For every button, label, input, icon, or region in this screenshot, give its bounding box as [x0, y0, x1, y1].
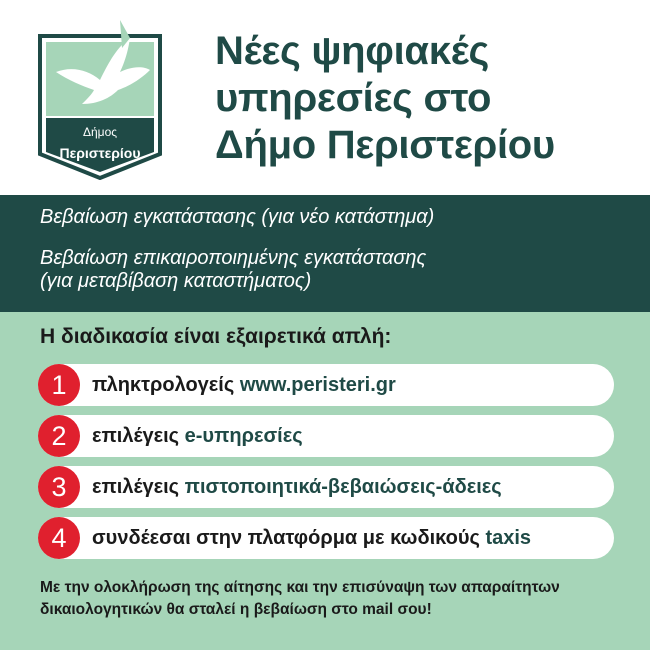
step-2: [38, 415, 614, 457]
step-number-badge: 2: [38, 415, 80, 457]
step-highlight: e-υπηρεσίες: [184, 425, 303, 447]
municipality-logo: [38, 14, 162, 180]
step-instruction: πληκτρολογείς: [92, 374, 240, 396]
footer-text: Με την ολοκλήρωση της αίτησης και την επισύναψη των απαραίτητων δικαιολογητικών θα σταλεί η: [40, 579, 560, 618]
step-highlight: πιστοποιητικά-βεβαιώσεις-άδειες: [184, 476, 502, 498]
step-instruction: επιλέγεις: [92, 476, 185, 498]
step-1: [38, 364, 614, 406]
title-line-3: Δήμο Περιστερίου: [215, 123, 555, 167]
steps-heading: Η διαδικασία είναι εξαιρετικά απλή:: [40, 325, 392, 348]
step-3: [38, 466, 614, 508]
step-4: [38, 517, 614, 559]
steps-section: [0, 312, 650, 650]
step-text: [92, 466, 502, 508]
footer-note: [40, 577, 630, 621]
step-instruction: επιλέγεις: [92, 425, 185, 447]
step-text: [92, 517, 531, 559]
service-item-updated-line1: Βεβαίωση επικαιροποιημένης εγκατάστασης: [40, 247, 427, 269]
step-number-badge: 3: [38, 466, 80, 508]
step-text: [92, 364, 396, 406]
title-line-1: Νέες ψηφιακές: [215, 29, 489, 73]
service-item-installation: Βεβαίωση εγκατάστασης (για νέο κατάστημα): [40, 206, 435, 228]
logo-text-line2: Περιστερίου: [59, 145, 141, 161]
logo-text-line1: Δήμος: [82, 125, 118, 139]
website-link[interactable]: www.peristeri.gr: [239, 374, 396, 396]
page-title: [215, 28, 635, 169]
step-number-badge: 4: [38, 517, 80, 559]
footer-highlight: βεβαίωση στο mail σου!: [253, 601, 432, 618]
services-band: [0, 195, 650, 312]
step-number-badge: 1: [38, 364, 80, 406]
step-highlight: taxis: [485, 527, 532, 549]
service-item-updated-line2: (για μεταβίβαση καταστήματος): [40, 270, 312, 292]
step-instruction: συνδέεσαι στην πλατφόρμα με κωδικούς: [92, 527, 486, 549]
service-item-updated-installation: [40, 247, 426, 293]
header: [0, 0, 650, 195]
title-line-2: υπηρεσίες στο: [215, 76, 492, 120]
step-text: [92, 415, 303, 457]
